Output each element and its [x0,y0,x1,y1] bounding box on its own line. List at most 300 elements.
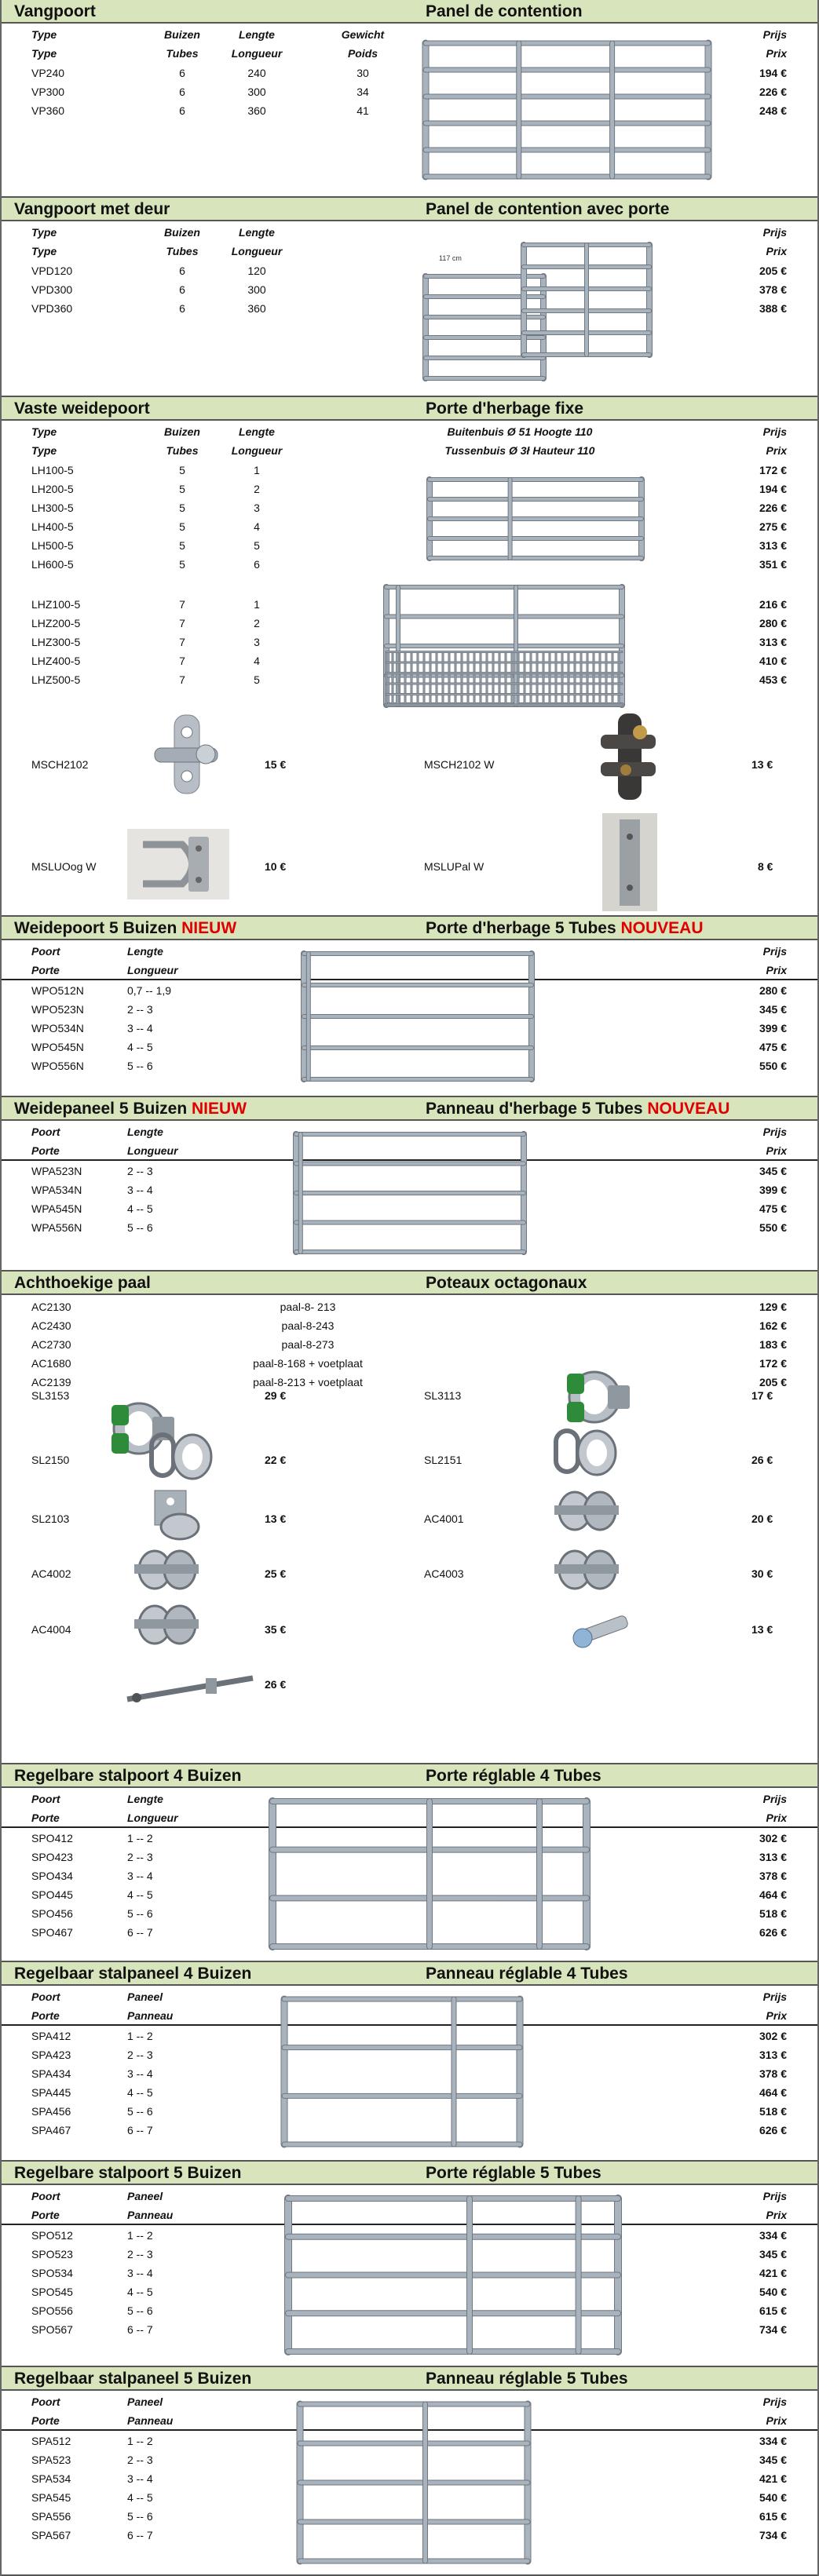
cell-len: 5 [254,673,260,686]
cell-tubes: 5 [179,520,185,533]
table-row [2,1298,817,1317]
table-row [2,462,817,480]
cell-tubes: 5 [179,483,185,495]
cell-tubes: 5 [179,558,185,571]
cell-weight: 34 [356,86,369,98]
cell-price: 388 € [759,302,787,315]
cell-tubes: 5 [179,464,185,476]
title-nl: Vaste weidepoort [14,400,150,418]
cell-price: 550 € [759,1221,787,1234]
header-row-2: Porte Longueur Prix [2,961,817,980]
section-stalpaneel-4 [2,1962,817,2162]
acc-code: SL2103 [31,1512,70,1525]
acc-code: SL2151 [424,1454,463,1466]
panel-5-tubes-illustration [284,1125,536,1266]
cell-price: 550 € [759,1060,787,1072]
cell-len: 4 -- 5 [127,1888,153,1901]
cell-type: SPO523 [31,2248,73,2260]
cell-desc: paal-8-168 + voetplaat [253,1357,363,1370]
cell-len: 6 [254,558,260,571]
cell-type: SPO545 [31,2286,73,2298]
cell-price: 399 € [759,1184,787,1196]
section-header [2,2162,817,2185]
table-row [2,556,817,575]
gate-5-tubes-illustration [292,944,543,1093]
acc-price: 13 € [751,758,773,771]
table-row [2,480,817,499]
cell-len: 300 [247,86,266,98]
cell-price: 302 € [759,1832,787,1844]
acc-price: 22 € [265,1454,287,1466]
acc-code: SL3153 [31,1389,70,1402]
cell-type: AC2130 [31,1301,71,1313]
mesh-gate-illustration [378,579,638,713]
cell-len: 3 [254,636,260,648]
header-row-1: Poort Lengte Prijs [31,1793,787,1805]
cell-price: 345 € [759,1165,787,1177]
cell-len: 360 [247,104,266,117]
cell-type: SPA556 [31,2510,71,2523]
cell-len: 240 [247,67,266,79]
header-row-1: Poort Paneel Prijs [31,2190,787,2202]
section-stalpoort-5 [2,2162,817,2367]
title-nl: Weidepoort 5 Buizen NIEUW [14,919,237,937]
cell-price: 475 € [759,1041,787,1053]
cell-tubes: 6 [179,67,185,79]
cell-len: 2 [254,617,260,629]
cell-len: 6 -- 7 [127,2124,153,2136]
cell-len: 360 [247,302,266,315]
header-row-2: Porte Longueur Prix [2,1809,817,1828]
cell-type: SPA467 [31,2124,71,2136]
title-fr: Panneau réglable 5 Tubes [426,2370,628,2388]
cell-len: 1 -- 2 [127,1832,153,1844]
acc-price: 30 € [751,1567,773,1580]
header-row-2: Type Tubes Longueur Tussenbuis Ø 3ł Hauteur 110 Prix [31,444,787,457]
cell-type: SPO456 [31,1907,73,1920]
cell-type: AC1680 [31,1357,71,1370]
clamp-fitting-icon [551,1542,622,1597]
cell-type: SPO445 [31,1888,73,1901]
cell-price: 280 € [759,984,787,997]
title-nl: Vangpoort met deur [14,200,170,218]
acc-price: 8 € [758,860,773,873]
clamp-fitting-icon [131,1597,202,1652]
cell-tubes: 6 [179,104,185,117]
cell-type: WPO523N [31,1003,84,1016]
cell-type: SPA512 [31,2435,71,2447]
cell-tubes: 6 [179,86,185,98]
cell-len: 120 [247,265,266,277]
cell-type: SPA445 [31,2086,71,2099]
header-row-2: Porte Longueur Prix [2,1142,817,1161]
section-vangpoort-deur [2,198,817,397]
section-header [2,397,817,421]
cell-price: 275 € [759,520,787,533]
cell-len: 4 -- 5 [127,2491,153,2504]
cell-price: 615 € [759,2510,787,2523]
pole-bracket-icon [602,813,657,911]
acc-price: 15 € [265,758,287,771]
section-weidepoort-5 [2,917,817,1097]
acc-price: 35 € [265,1623,287,1636]
cell-type: SPA434 [31,2067,71,2080]
cell-type: SPO467 [31,1926,73,1939]
table-row [2,1336,817,1355]
cell-type: SPO434 [31,1870,73,1882]
header-row-2: Porte Panneau Prix [2,2007,817,2026]
section-weidepoort [2,397,817,917]
acc-price: 17 € [751,1389,773,1402]
cell-type: WPO512N [31,984,84,997]
cell-len: 3 -- 4 [127,1870,153,1882]
cell-type: SPA545 [31,2491,71,2504]
cell-tubes: 7 [179,598,185,611]
cell-len: 1 -- 2 [127,2229,153,2242]
pin-fitting-icon [567,1605,638,1660]
cell-len: 5 [254,539,260,552]
cell-price: 194 € [759,483,787,495]
gate-illustration [402,31,732,196]
header-row-1: Type Buizen Lengte Prijs [31,226,787,239]
cell-price: 226 € [759,86,787,98]
header-row-2: Porte Panneau Prix [2,2412,817,2431]
section-header [2,198,817,221]
cell-type: VP240 [31,67,65,79]
acc-code: AC4001 [424,1512,464,1525]
cell-price: 518 € [759,2105,787,2118]
cell-price: 205 € [759,265,787,277]
cell-desc: paal-8-273 [281,1338,335,1351]
title-fr: Porte d'herbage fixe [426,400,584,418]
cell-price: 734 € [759,2529,787,2541]
acc-price: 13 € [265,1512,287,1525]
cell-price: 518 € [759,1907,787,1920]
black-bracket-icon [594,707,665,813]
cell-price: 453 € [759,673,787,686]
table-row [2,1317,817,1336]
cell-price: 313 € [759,539,787,552]
cell-price: 421 € [759,2472,787,2485]
cell-desc: paal-8- 213 [280,1301,336,1313]
cell-price: 540 € [759,2491,787,2504]
cell-len: 2 -- 3 [127,2454,153,2466]
cell-type: SPA567 [31,2529,71,2541]
dimension-label: 117 cm [439,254,462,262]
cell-type: WPA534N [31,1184,82,1196]
cell-type: SPO534 [31,2267,73,2279]
cell-price: 626 € [759,2124,787,2136]
acc-price: 26 € [265,1678,287,1691]
cell-len: 5 -- 6 [127,1907,153,1920]
cell-type: VP300 [31,86,65,98]
title-fr: Panel de contention avec porte [426,200,670,218]
cell-price: 280 € [759,617,787,629]
title-nl: Vangpoort [14,2,96,20]
cell-type: VPD300 [31,283,73,296]
cell-len: 4 [254,655,260,667]
title-nl: Achthoekige paal [14,1274,151,1292]
cell-len: 3 -- 4 [127,2472,153,2485]
cell-price: 345 € [759,1003,787,1016]
cell-type: LHZ100-5 [31,598,81,611]
header-row-1: Type Buizen Lengte Buitenbuis Ø 51 Hoogte 110 Prijs [31,425,787,438]
cell-len: 6 -- 7 [127,2323,153,2336]
cell-len: 2 [254,483,260,495]
cell-len: 2 -- 3 [127,1003,153,1016]
cell-type: LH200-5 [31,483,74,495]
title-nl: Weidepaneel 5 Buizen NIEUW [14,1100,247,1118]
section-stalpoort-4 [2,1764,817,1962]
cell-tubes: 5 [179,502,185,514]
cell-price: 129 € [759,1301,787,1313]
cell-len: 2 -- 3 [127,1165,153,1177]
header-row-1: Poort Lengte Prijs [31,945,787,958]
field-gate-illustration [422,472,657,582]
cell-price: 302 € [759,2030,787,2042]
cell-type: WPO545N [31,1041,84,1053]
acc-code: SL3113 [424,1389,462,1402]
cell-tubes: 7 [179,655,185,667]
cell-type: AC2139 [31,1376,71,1388]
cell-len: 2 -- 3 [127,1851,153,1863]
cell-price: 205 € [759,1376,787,1388]
cell-len: 1 [254,464,260,476]
title-fr: Panel de contention [426,2,583,20]
title-nl: Regelbaar stalpaneel 5 Buizen [14,2370,252,2388]
cell-type: SPO512 [31,2229,73,2242]
adjustable-panel-5-illustration [288,2395,539,2571]
cell-len: 3 -- 4 [127,1022,153,1034]
cell-price: 421 € [759,2267,787,2279]
cell-len: 3 -- 4 [127,2067,153,2080]
cell-type: SPA523 [31,2454,71,2466]
cell-price: 464 € [759,1888,787,1901]
cell-desc: paal-8-243 [281,1319,335,1332]
cell-type: VPD120 [31,265,73,277]
cell-type: LH300-5 [31,502,74,514]
cell-type: SPA534 [31,2472,71,2485]
section-header [2,2367,817,2391]
cell-type: SPO423 [31,1851,73,1863]
acc-code: AC4004 [31,1623,71,1636]
cell-price: 216 € [759,598,787,611]
acc-code: MSLUPal W [424,860,484,873]
adjustable-panel-4-illustration [272,1990,539,2155]
acc-code: MSCH2102 W [424,758,495,771]
cell-price: 540 € [759,2286,787,2298]
cell-price: 399 € [759,1022,787,1034]
cell-type: LHZ500-5 [31,673,81,686]
cell-len: 6 -- 7 [127,2529,153,2541]
cell-type: SPO567 [31,2323,73,2336]
cell-price: 172 € [759,1357,787,1370]
section-header [2,1097,817,1121]
cell-price: 351 € [759,558,787,571]
plate-fitting-icon [147,1487,218,1542]
cell-len: 4 -- 5 [127,2086,153,2099]
table-row [2,537,817,556]
acc-code: SL2150 [31,1454,70,1466]
acc-code: AC4002 [31,1567,71,1580]
acc-price: 10 € [265,860,287,873]
cell-price: 734 € [759,2323,787,2336]
title-nl: Regelbare stalpoort 4 Buizen [14,1767,242,1785]
acc-price: 20 € [751,1512,773,1525]
title-nl: Regelbare stalpoort 5 Buizen [14,2164,242,2182]
acc-price: 13 € [751,1623,773,1636]
clamp-fitting-icon [551,1483,622,1538]
cell-type: SPO412 [31,1832,73,1844]
cell-price: 334 € [759,2229,787,2242]
cell-len: 6 -- 7 [127,1926,153,1939]
section-weidepaneel-5 [2,1097,817,1272]
cell-tubes: 7 [179,673,185,686]
cell-len: 300 [247,283,266,296]
cell-type: AC2730 [31,1338,71,1351]
cell-type: WPO556N [31,1060,84,1072]
header-row-2: Type Tubes Longueur Prix [31,245,787,257]
cell-desc: paal-8-213 + voetplaat [253,1376,363,1388]
section-header [2,917,817,940]
title-fr: Poteaux octagonaux [426,1274,587,1292]
adjustable-gate-4-illustration [257,1792,602,1957]
cell-type: LHZ200-5 [31,617,81,629]
cell-len: 4 -- 5 [127,2286,153,2298]
cell-weight: 41 [356,104,369,117]
cell-tubes: 6 [179,283,185,296]
cell-price: 464 € [759,2086,787,2099]
adjustable-gate-5-illustration [276,2189,630,2363]
clamp-fitting-icon [131,1542,202,1597]
cell-type: WPA545N [31,1202,82,1215]
cell-len: 2 -- 3 [127,2248,153,2260]
acc-code: MSLUOog W [31,860,97,873]
cell-tubes: 7 [179,617,185,629]
cell-len: 2 -- 3 [127,2049,153,2061]
acc-code: MSCH2102 [31,758,89,771]
cell-price: 248 € [759,104,787,117]
cell-price: 378 € [759,2067,787,2080]
cell-len: 4 -- 5 [127,1041,153,1053]
cell-tubes: 5 [179,539,185,552]
cell-price: 626 € [759,1926,787,1939]
table-row [2,1355,817,1374]
cell-type: AC2430 [31,1319,71,1332]
cell-type: WPA556N [31,1221,82,1234]
cell-type: LH500-5 [31,539,74,552]
cell-price: 313 € [759,2049,787,2061]
cell-price: 345 € [759,2454,787,2466]
acc-price: 25 € [265,1567,287,1580]
table-row [2,499,817,518]
ring-fitting-icon [551,1425,622,1480]
cell-price: 378 € [759,1870,787,1882]
title-fr: Panneau réglable 4 Tubes [426,1965,628,1983]
rod-fitting-icon [119,1664,261,1719]
cell-len: 3 [254,502,260,514]
header-row-1: Type Buizen Lengte Gewicht Prijs [31,28,787,41]
title-nl: Regelbaar stalpaneel 4 Buizen [14,1965,252,1983]
header-row-2: Type Tubes Longueur Poids Prix [31,47,787,60]
cell-price: 183 € [759,1338,787,1351]
cell-len: 5 -- 6 [127,2105,153,2118]
cell-type: WPO534N [31,1022,84,1034]
cell-len: 1 -- 2 [127,2435,153,2447]
cell-type: SPO556 [31,2304,73,2317]
section-header [2,1962,817,1986]
cell-price: 615 € [759,2304,787,2317]
cell-len: 4 [254,520,260,533]
cell-price: 313 € [759,636,787,648]
cell-tubes: 6 [179,265,185,277]
section-header [2,0,817,24]
title-fr: Porte réglable 4 Tubes [426,1767,601,1785]
header-row-2: Porte Panneau Prix [2,2206,817,2225]
cell-type: SPA456 [31,2105,71,2118]
ring-fitting-icon [147,1428,218,1483]
cell-price: 172 € [759,464,787,476]
cell-price: 378 € [759,283,787,296]
cell-len: 3 -- 4 [127,2267,153,2279]
acc-code: AC4003 [424,1567,464,1580]
cell-tubes: 6 [179,302,185,315]
cell-type: SPA423 [31,2049,71,2061]
cell-type: SPA412 [31,2030,71,2042]
cell-type: VP360 [31,104,65,117]
section-octagon-posts [2,1272,817,1764]
cell-tubes: 7 [179,636,185,648]
gate-door-illustration [406,237,673,394]
title-fr: Porte d'herbage 5 Tubes NOUVEAU [426,919,704,937]
section-header [2,1764,817,1788]
cell-price: 334 € [759,2435,787,2447]
acc-price: 29 € [265,1389,287,1402]
cell-price: 194 € [759,67,787,79]
cell-type: LH400-5 [31,520,74,533]
cell-price: 162 € [759,1319,787,1332]
cell-len: 1 [254,598,260,611]
eye-hook-icon [127,829,229,899]
header-row-1: Poort Lengte Prijs [31,1126,787,1138]
cell-type: WPA523N [31,1165,82,1177]
table-row [2,518,817,537]
section-header [2,1272,817,1295]
header-row-1: Poort Paneel Prijs [31,2395,787,2408]
cell-weight: 30 [356,67,369,79]
section-vangpoort [2,0,817,198]
cell-type: VPD360 [31,302,73,315]
title-fr: Panneau d'herbage 5 Tubes NOUVEAU [426,1100,730,1118]
cell-len: 1 -- 2 [127,2030,153,2042]
cell-len: 5 -- 6 [127,1221,153,1234]
section-stalpaneel-5 [2,2367,817,2576]
cell-price: 345 € [759,2248,787,2260]
header-row-1: Poort Paneel Prijs [31,1990,787,2003]
title-fr: Porte réglable 5 Tubes [426,2164,601,2182]
cell-len: 4 -- 5 [127,1202,153,1215]
cell-type: LHZ300-5 [31,636,81,648]
cell-type: LH600-5 [31,558,74,571]
cell-len: 5 -- 6 [127,2304,153,2317]
cell-type: LH100-5 [31,464,74,476]
cell-price: 475 € [759,1202,787,1215]
cell-len: 3 -- 4 [127,1184,153,1196]
cell-len: 5 -- 6 [127,2510,153,2523]
bracket-icon [151,707,221,801]
cell-price: 226 € [759,502,787,514]
cell-price: 410 € [759,655,787,667]
